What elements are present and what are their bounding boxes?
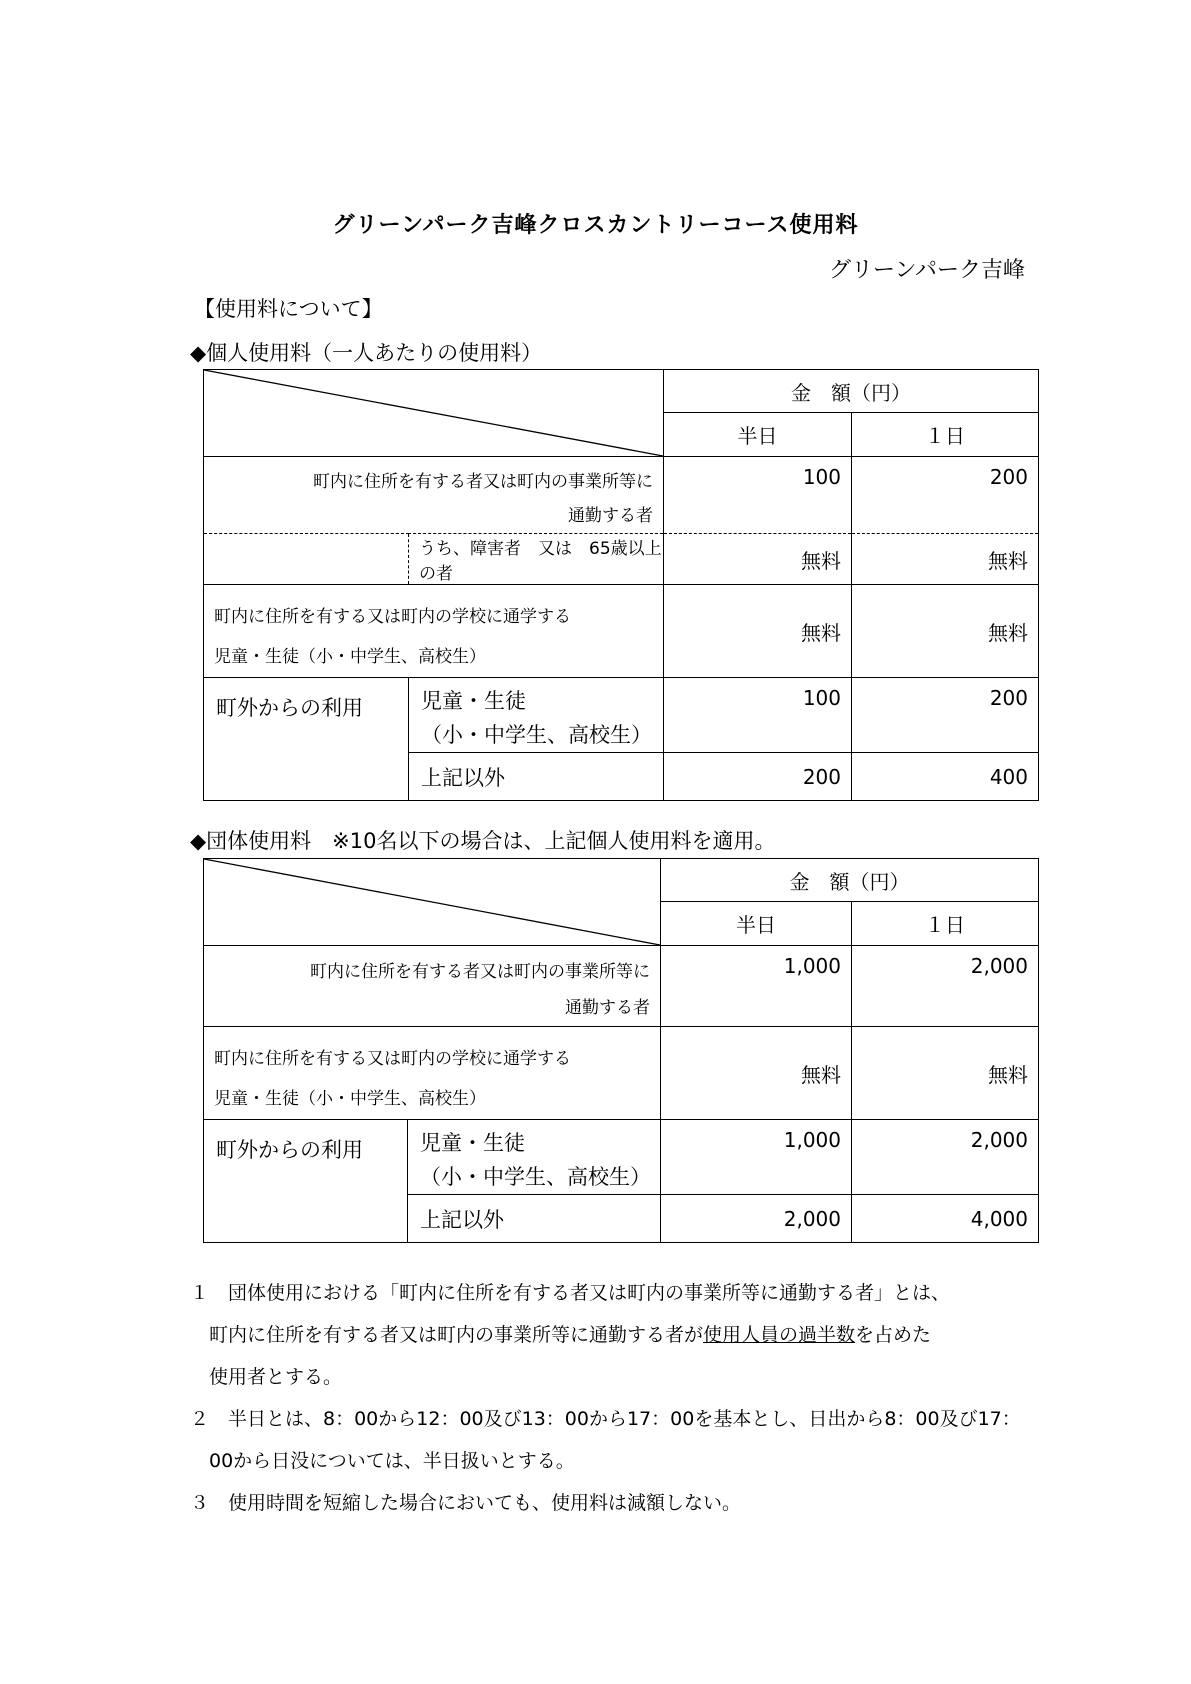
row-outside-student-full: 200 bbox=[852, 678, 1039, 753]
underlined-majority: 使用人員の過半数 bbox=[703, 1324, 856, 1346]
col-full-day: １日 bbox=[852, 902, 1039, 946]
row-outside-student-label: 児童・生徒 （小・中学生、高校生） bbox=[408, 1120, 661, 1195]
note-1-line-2: 町内に住所を有する者又は町内の事業所等に通勤する者が使用人員の過半数を占めた bbox=[190, 1324, 932, 1346]
row-student-resident-half: 無料 bbox=[661, 1027, 852, 1120]
row-outside-other-full: 4,000 bbox=[852, 1195, 1039, 1243]
row-resident-half: 1,000 bbox=[661, 946, 852, 1027]
row-student-resident-half: 無料 bbox=[664, 585, 852, 678]
row-student-resident-full: 無料 bbox=[852, 1027, 1039, 1120]
col-full-day: １日 bbox=[852, 413, 1039, 457]
row-resident-full: 2,000 bbox=[852, 946, 1039, 1027]
diagonal-header-cell bbox=[204, 859, 661, 946]
page-title: グリーンパーク吉峰クロスカントリーコース使用料 bbox=[332, 213, 859, 238]
row-outside-other-label: 上記以外 bbox=[408, 1195, 661, 1243]
row-outside-student-full: 2,000 bbox=[852, 1120, 1039, 1195]
amount-header: 金 額（円） bbox=[661, 859, 1039, 902]
notes bbox=[190, 1272, 1021, 1524]
organization-name: グリーンパーク吉峰 bbox=[828, 258, 1025, 283]
note-2-line-2: 00から日没については、半日扱いとする。 bbox=[190, 1450, 575, 1472]
diagonal-header-cell bbox=[204, 370, 664, 457]
row-outside-student-half: 1,000 bbox=[661, 1120, 852, 1195]
note-3-line-1: ３ 使用時間を短縮した場合においても、使用料は減額しない。 bbox=[190, 1492, 742, 1514]
row-resident-half: 100 bbox=[664, 457, 852, 534]
row-outside-other-half: 200 bbox=[664, 753, 852, 801]
row-outside-other-half: 2,000 bbox=[661, 1195, 852, 1243]
note-1-line-1: １ 団体使用における「町内に住所を有する者又は町内の事業所等に通勤する者」とは、 bbox=[190, 1282, 951, 1304]
note-2-line-1: ２ 半日とは、8：00から12：00及び13：00から17：00を基本とし、日出から8：00及び17： bbox=[190, 1408, 1021, 1430]
row-resident-label: 町内に住所を有する者又は町内の事業所等に 通勤する者 bbox=[204, 457, 664, 534]
row-outside-other-label: 上記以外 bbox=[409, 753, 664, 801]
section-heading: 【使用料について】 bbox=[194, 297, 383, 321]
group-fee-heading: ◆団体使用料 ※10名以下の場合は、上記個人使用料を適用。 bbox=[190, 829, 776, 853]
row-outside-student-label: 児童・生徒 （小・中学生、高校生） bbox=[409, 678, 664, 753]
row-outside-other-full: 400 bbox=[852, 753, 1039, 801]
col-half-day: 半日 bbox=[661, 902, 852, 946]
row-student-resident-label: 町内に住所を有する又は町内の学校に通学する 児童・生徒（小・中学生、高校生） bbox=[204, 585, 664, 678]
row-resident-label: 町内に住所を有する者又は町内の事業所等に 通勤する者 bbox=[204, 946, 661, 1027]
row-disabled-elderly-half: 無料 bbox=[664, 534, 852, 585]
individual-fee-table bbox=[203, 369, 1039, 801]
row-outside-label: 町外からの利用 bbox=[204, 678, 409, 801]
note-1-line-3: 使用者とする。 bbox=[190, 1366, 343, 1388]
row-outside-label: 町外からの利用 bbox=[204, 1120, 408, 1243]
individual-fee-heading: ◆個人使用料（一人あたりの使用料） bbox=[190, 341, 543, 365]
row-disabled-elderly-full: 無料 bbox=[852, 534, 1039, 585]
row-disabled-elderly-label: うち、障害者 又は 65歳以上の者 bbox=[409, 534, 664, 585]
row-student-resident-full: 無料 bbox=[852, 585, 1039, 678]
group-fee-table bbox=[203, 858, 1039, 1243]
row-student-resident-label: 町内に住所を有する又は町内の学校に通学する 児童・生徒（小・中学生、高校生） bbox=[204, 1027, 661, 1120]
blank-indent-cell bbox=[204, 534, 409, 585]
row-outside-student-half: 100 bbox=[664, 678, 852, 753]
row-resident-full: 200 bbox=[852, 457, 1039, 534]
amount-header: 金 額（円） bbox=[664, 370, 1039, 413]
col-half-day: 半日 bbox=[664, 413, 852, 457]
